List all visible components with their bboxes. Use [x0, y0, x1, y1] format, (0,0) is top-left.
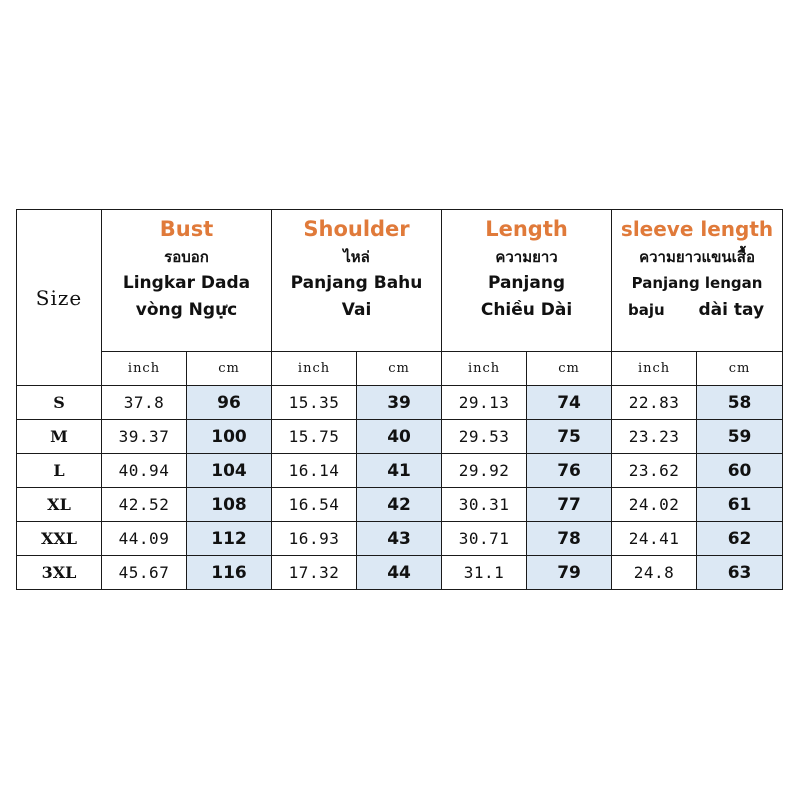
value-cell: 60 — [697, 454, 783, 488]
value-cell: 39 — [357, 386, 442, 420]
value-cell: 75 — [527, 420, 612, 454]
value-cell: 74 — [527, 386, 612, 420]
value-cell: 29.53 — [442, 420, 527, 454]
value-cell: 31.1 — [442, 556, 527, 590]
sleeve-length-header-id: Panjang lengan — [631, 274, 763, 292]
table-row — [17, 454, 783, 488]
value-cell: 17.32 — [272, 556, 357, 590]
value-cell: 41 — [357, 454, 442, 488]
sleeve-length-header-en: sleeve length — [620, 217, 774, 241]
shoulder-header-th: ไหล่ — [343, 248, 370, 266]
value-cell: 40 — [357, 420, 442, 454]
value-cell: 78 — [527, 522, 612, 556]
value-cell: 108 — [187, 488, 272, 522]
value-cell: 16.14 — [272, 454, 357, 488]
bust-header-en: Bust — [159, 217, 214, 241]
size-column-header: Size — [17, 210, 102, 386]
table-row — [17, 556, 783, 590]
unit-cell: cm — [187, 352, 272, 386]
value-cell: 24.41 — [612, 522, 697, 556]
unit-row — [17, 352, 783, 386]
size-label: XXL — [17, 522, 102, 556]
size-label: L — [17, 454, 102, 488]
value-cell: 15.75 — [272, 420, 357, 454]
bust-header-vi: vòng Ngực — [135, 300, 238, 320]
header-row — [17, 210, 783, 352]
value-cell: 58 — [697, 386, 783, 420]
value-cell: 45.67 — [102, 556, 187, 590]
unit-cell: cm — [697, 352, 783, 386]
value-cell: 76 — [527, 454, 612, 488]
table-row — [17, 522, 783, 556]
value-cell: 39.37 — [102, 420, 187, 454]
length-header-th: ความยาว — [495, 248, 558, 266]
length-header — [442, 210, 612, 352]
value-cell: 15.35 — [272, 386, 357, 420]
shoulder-header — [272, 210, 442, 352]
value-cell: 42.52 — [102, 488, 187, 522]
size-label: 3XL — [17, 556, 102, 590]
value-cell: 30.71 — [442, 522, 527, 556]
value-cell: 40.94 — [102, 454, 187, 488]
value-cell: 62 — [697, 522, 783, 556]
value-cell: 44 — [357, 556, 442, 590]
value-cell: 30.31 — [442, 488, 527, 522]
value-cell: 100 — [187, 420, 272, 454]
sleeve-length-header-line4 — [612, 297, 782, 324]
shoulder-header-vi: Vai — [341, 300, 372, 320]
length-header-vi: Chiều Dài — [480, 300, 573, 320]
bust-header-id: Lingkar Dada — [122, 273, 251, 293]
value-cell: 24.02 — [612, 488, 697, 522]
value-cell: 59 — [697, 420, 783, 454]
value-cell: 16.54 — [272, 488, 357, 522]
value-cell: 24.8 — [612, 556, 697, 590]
value-cell: 112 — [187, 522, 272, 556]
value-cell: 104 — [187, 454, 272, 488]
value-cell: 61 — [697, 488, 783, 522]
value-cell: 63 — [697, 556, 783, 590]
value-cell: 23.23 — [612, 420, 697, 454]
value-cell: 37.8 — [102, 386, 187, 420]
value-cell: 77 — [527, 488, 612, 522]
unit-cell: cm — [527, 352, 612, 386]
value-cell: 44.09 — [102, 522, 187, 556]
value-cell: 116 — [187, 556, 272, 590]
size-chart-table — [16, 209, 783, 590]
unit-cell: inch — [612, 352, 697, 386]
shoulder-header-en: Shoulder — [303, 217, 410, 241]
unit-cell: inch — [442, 352, 527, 386]
bust-header — [102, 210, 272, 352]
bust-header-th: รอบอก — [164, 248, 209, 266]
value-cell: 42 — [357, 488, 442, 522]
unit-cell: inch — [272, 352, 357, 386]
value-cell: 79 — [527, 556, 612, 590]
sleeve-length-header — [612, 210, 783, 352]
length-header-id: Panjang — [487, 273, 566, 293]
size-label: M — [17, 420, 102, 454]
sleeve-length-header-id-2: baju — [628, 301, 665, 319]
table-row — [17, 488, 783, 522]
shoulder-header-id: Panjang Bahu — [290, 273, 423, 293]
value-cell: 22.83 — [612, 386, 697, 420]
value-cell: 96 — [187, 386, 272, 420]
sleeve-length-header-vi: dài tay — [698, 300, 765, 320]
value-cell: 43 — [357, 522, 442, 556]
value-cell: 16.93 — [272, 522, 357, 556]
size-label: XL — [17, 488, 102, 522]
sleeve-length-header-th: ความยาวแขนเสื้อ — [639, 248, 755, 266]
size-label: S — [17, 386, 102, 420]
value-cell: 23.62 — [612, 454, 697, 488]
table-row — [17, 386, 783, 420]
unit-cell: cm — [357, 352, 442, 386]
value-cell: 29.92 — [442, 454, 527, 488]
table-row — [17, 420, 783, 454]
value-cell: 29.13 — [442, 386, 527, 420]
length-header-en: Length — [485, 217, 568, 241]
unit-cell: inch — [102, 352, 187, 386]
